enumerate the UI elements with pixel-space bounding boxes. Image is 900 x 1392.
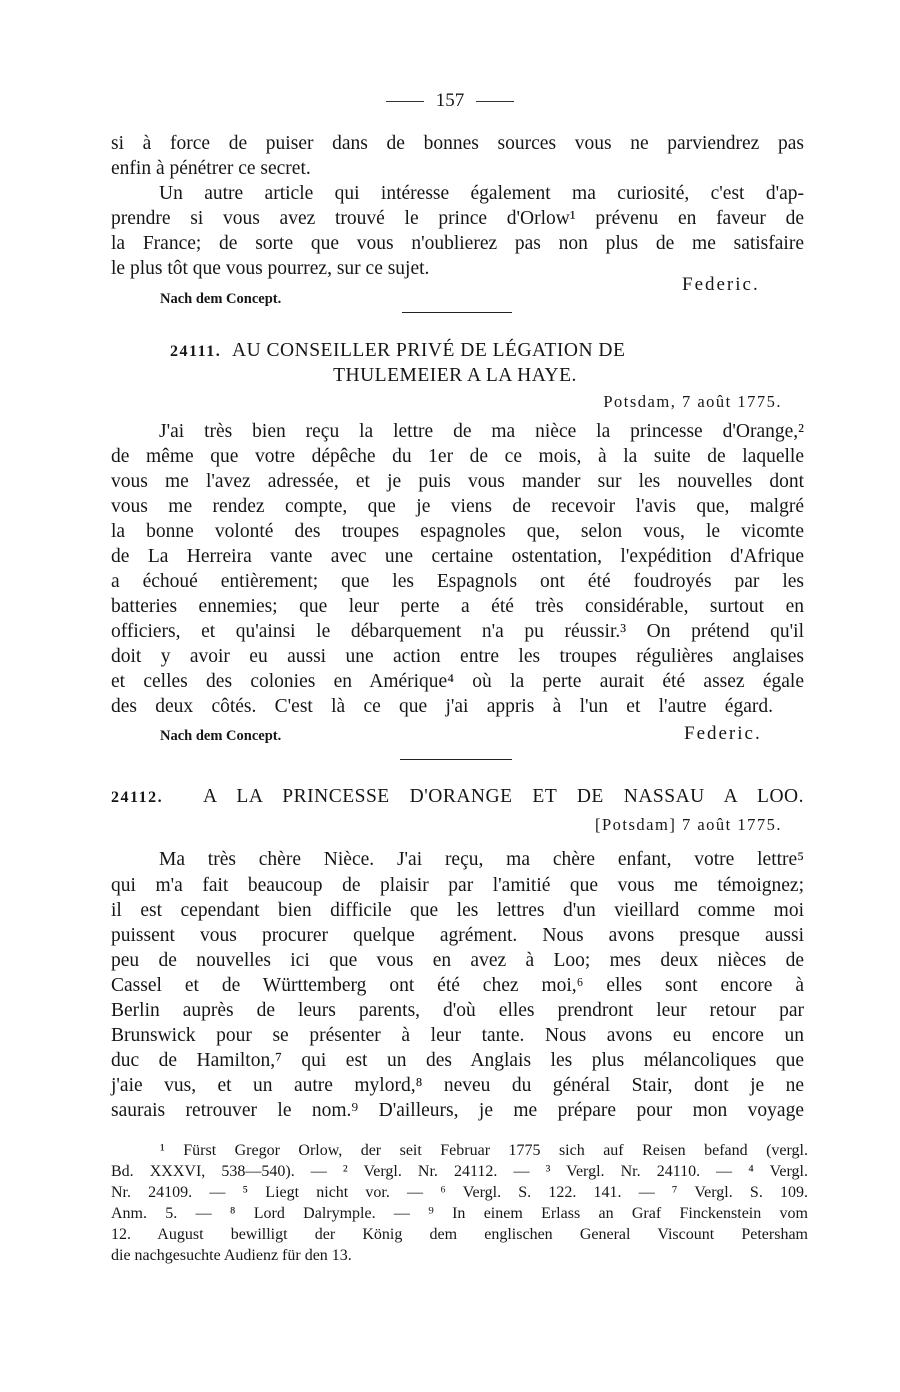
footnote-line: ¹ Fürst Gregor Orlow, der seit Februar 1775 sich auf Reisen befand (vergl. [160,1142,808,1159]
footnote-line: 12. August bewilligt der König dem englischen General Viscount Petersham [111,1226,808,1243]
footnote-line: Nr. 24109. — ⁵ Liegt nicht vor. — ⁶ Vergl. S. 122. 141. — ⁷ Vergl. S. 109. [111,1184,808,1201]
letter-title: A LA PRINCESSE D'ORANGE ET DE NASSAU A LOO. [202,786,804,807]
text-line: vous me rendez compte, que je viens de recevoir l'avis que, malgré [111,496,804,517]
footnote-line: Anm. 5. — ⁸ Lord Dalrymple. — ⁹ In einem Erlass an Graf Finckenstein vom [111,1205,808,1222]
text-line: la bonne volonté des troupes espagnoles que, selon vous, le vicomte [111,521,804,542]
text-line: la France; de sorte que vous n'oublierez pas non plus de me satisfaire [111,233,804,254]
letter-heading [111,784,804,810]
text-line: a échoué entièrement; que les Espagnols ont été foudroyés par les [111,571,804,592]
text-line: Un autre article qui intéresse également ma curiosité, c'est d'ap- [159,183,804,204]
text-line: batteries ennemies; que leur perte a été très considérable, surtout en [111,596,804,617]
source-note: Nach dem Concept. [160,291,282,307]
text-line: doit y avoir eu aussi une action entre les troupes régulières anglaises [111,646,804,667]
text-line: j'aie vus, et un autre mylord,⁸ neveu du général Stair, dont je ne [111,1075,804,1096]
text-line: Berlin auprès de leurs parents, d'où elles prendront leur retour par [111,1000,804,1021]
text-line: si à force de puiser dans de bonnes sources vous ne parviendrez pas [111,133,804,154]
letter-heading [170,338,625,364]
dateline: Potsdam, 7 août 1775. [603,392,782,411]
text-line: enfin à pénétrer ce secret. [111,158,311,179]
page-number-dash-left [386,101,424,102]
footnote-line: die nachgesuchte Audienz für den 13. [111,1247,352,1264]
text-line: il est cependant bien difficile que les lettres d'un vieillard comme moi [111,900,804,921]
letter-number: 24112. [111,789,164,806]
text-line: et celles des colonies en Amérique⁴ où la perte aurait été assez égale [111,671,804,692]
section-divider [402,312,512,313]
footnote-line: Bd. XXXVI, 538—540). — ² Vergl. Nr. 24112. — ³ Vergl. Nr. 24110. — ⁴ Vergl. [111,1163,808,1180]
section-divider [400,759,512,760]
text-line: puissent vous procurer quelque agrément. Nous avons presque aussi [111,925,804,946]
text-line: J'ai très bien reçu la lettre de ma nièce la princesse d'Orange,² [159,421,804,442]
text-line: prendre si vous avez trouvé le prince d'Orlow¹ prévenu en faveur de [111,208,804,229]
text-line: peu de nouvelles ici que vous en avez à Loo; mes deux nièces de [111,950,804,971]
page-number-dash-right [476,101,514,102]
text-line: des deux côtés. C'est là ce que j'ai appris à l'un et l'autre égard. [111,696,773,717]
text-line: vous me l'avez adressée, et je puis vous mander sur les nouvelles dont [111,471,804,492]
text-line: Ma très chère Nièce. J'ai reçu, ma chère enfant, votre lettre⁵ [159,849,804,870]
signature: Federic. [682,274,760,295]
text-line: le plus tôt que vous pourrez, sur ce sujet. [111,258,430,279]
text-line: de La Herreira vante avec une certaine ostentation, l'expédition d'Afrique [111,546,804,567]
text-line: duc de Hamilton,⁷ qui est un des Anglais les plus mélancoliques que [111,1050,804,1071]
text-line: de même que votre dépêche du 1er de ce mois, à la suite de laquelle [111,446,804,467]
signature: Federic. [684,723,762,744]
letter-number: 24111. [170,343,222,360]
text-line: officiers, et qu'ainsi le débarquement n'a pu réussir.³ On prétend qu'il [111,621,804,642]
text-line: Brunswick pour se présenter à leur tante. Nous avons eu encore un [111,1025,804,1046]
page-number: 157 [0,88,900,113]
dateline: [Potsdam] 7 août 1775. [595,815,782,834]
text-line: qui m'a fait beaucoup de plaisir par l'amitié que vous me témoignez; [111,875,804,896]
source-note: Nach dem Concept. [160,728,282,744]
letter-title: AU CONSEILLER PRIVÉ DE LÉGATION DE [231,340,626,361]
letter-title-continued: THULEMEIER A LA HAYE. [333,365,577,386]
text-line: saurais retrouver le nom.⁹ D'ailleurs, je me prépare pour mon voyage [111,1100,804,1121]
text-line: Cassel et de Württemberg ont été chez moi,⁶ elles sont encore à [111,975,804,996]
